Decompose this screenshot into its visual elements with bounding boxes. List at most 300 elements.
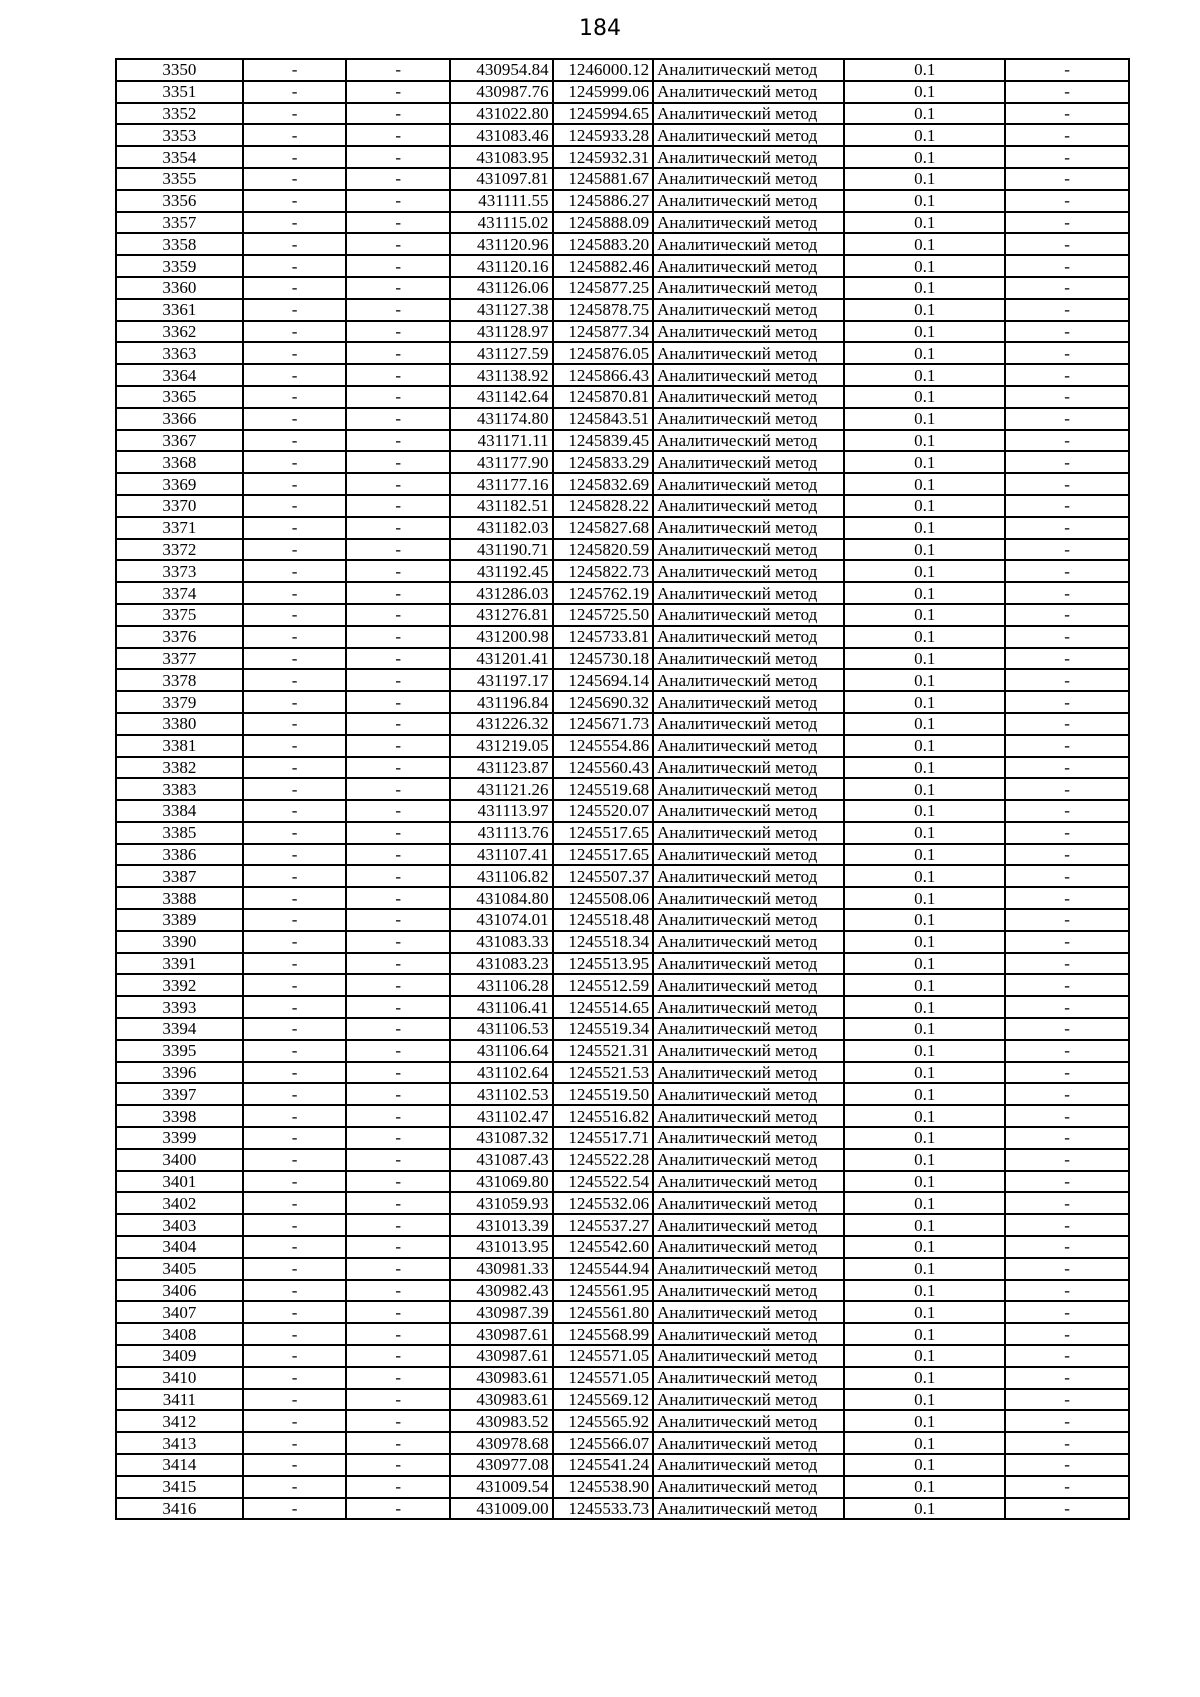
- description-cell: -: [1005, 974, 1129, 996]
- description-cell: -: [1005, 800, 1129, 822]
- accuracy-cell: 0.1: [844, 124, 1005, 146]
- point-number-cell: 3381: [116, 735, 243, 757]
- description-cell: -: [1005, 342, 1129, 364]
- x-coordinate-cell: 430987.61: [450, 1323, 553, 1345]
- old-y-cell: -: [346, 822, 450, 844]
- y-coordinate-cell: 1245561.80: [553, 1301, 654, 1323]
- table-row: [116, 778, 1129, 800]
- table-row: [116, 1127, 1129, 1149]
- accuracy-cell: 0.1: [844, 451, 1005, 473]
- method-cell: Аналитический метод: [653, 974, 844, 996]
- table-row: [116, 1301, 1129, 1323]
- point-number-cell: 3367: [116, 430, 243, 452]
- description-cell: -: [1005, 1258, 1129, 1280]
- description-cell: -: [1005, 1062, 1129, 1084]
- old-y-cell: -: [346, 1236, 450, 1258]
- point-number-cell: 3402: [116, 1192, 243, 1214]
- page-number: 184: [579, 16, 621, 41]
- y-coordinate-cell: 1245516.82: [553, 1105, 654, 1127]
- x-coordinate-cell: 431126.06: [450, 277, 553, 299]
- method-cell: Аналитический метод: [653, 1127, 844, 1149]
- method-cell: Аналитический метод: [653, 81, 844, 103]
- table-row: [116, 539, 1129, 561]
- y-coordinate-cell: 1245671.73: [553, 713, 654, 735]
- description-cell: -: [1005, 1149, 1129, 1171]
- description-cell: -: [1005, 81, 1129, 103]
- accuracy-cell: 0.1: [844, 1476, 1005, 1498]
- y-coordinate-cell: 1245519.68: [553, 778, 654, 800]
- description-cell: -: [1005, 735, 1129, 757]
- point-number-cell: 3385: [116, 822, 243, 844]
- description-cell: -: [1005, 386, 1129, 408]
- x-coordinate-cell: 431111.55: [450, 190, 553, 212]
- accuracy-cell: 0.1: [844, 364, 1005, 386]
- method-cell: Аналитический метод: [653, 451, 844, 473]
- table-row: [116, 146, 1129, 168]
- old-y-cell: -: [346, 887, 450, 909]
- y-coordinate-cell: 1245541.24: [553, 1454, 654, 1476]
- y-coordinate-cell: 1245519.34: [553, 1018, 654, 1040]
- accuracy-cell: 0.1: [844, 626, 1005, 648]
- description-cell: -: [1005, 1171, 1129, 1193]
- old-y-cell: -: [346, 81, 450, 103]
- old-x-cell: -: [243, 212, 347, 234]
- description-cell: -: [1005, 887, 1129, 909]
- description-cell: -: [1005, 430, 1129, 452]
- point-number-cell: 3362: [116, 321, 243, 343]
- method-cell: Аналитический метод: [653, 103, 844, 125]
- accuracy-cell: 0.1: [844, 81, 1005, 103]
- x-coordinate-cell: 431113.97: [450, 800, 553, 822]
- old-x-cell: -: [243, 495, 347, 517]
- accuracy-cell: 0.1: [844, 887, 1005, 909]
- accuracy-cell: 0.1: [844, 342, 1005, 364]
- method-cell: Аналитический метод: [653, 844, 844, 866]
- method-cell: Аналитический метод: [653, 59, 844, 81]
- method-cell: Аналитический метод: [653, 626, 844, 648]
- old-x-cell: -: [243, 81, 347, 103]
- method-cell: Аналитический метод: [653, 277, 844, 299]
- method-cell: Аналитический метод: [653, 233, 844, 255]
- y-coordinate-cell: 1245522.54: [553, 1171, 654, 1193]
- old-y-cell: -: [346, 778, 450, 800]
- method-cell: Аналитический метод: [653, 1149, 844, 1171]
- point-number-cell: 3357: [116, 212, 243, 234]
- old-x-cell: -: [243, 604, 347, 626]
- method-cell: Аналитический метод: [653, 800, 844, 822]
- point-number-cell: 3365: [116, 386, 243, 408]
- method-cell: Аналитический метод: [653, 648, 844, 670]
- description-cell: -: [1005, 1214, 1129, 1236]
- point-number-cell: 3378: [116, 669, 243, 691]
- table-row: [116, 59, 1129, 81]
- accuracy-cell: 0.1: [844, 1149, 1005, 1171]
- table-row: [116, 1323, 1129, 1345]
- table-row: [116, 648, 1129, 670]
- point-number-cell: 3410: [116, 1367, 243, 1389]
- y-coordinate-cell: 1245507.37: [553, 865, 654, 887]
- old-y-cell: -: [346, 146, 450, 168]
- x-coordinate-cell: 431083.95: [450, 146, 553, 168]
- y-coordinate-cell: 1245565.92: [553, 1410, 654, 1432]
- x-coordinate-cell: 431120.96: [450, 233, 553, 255]
- description-cell: -: [1005, 996, 1129, 1018]
- table-row: [116, 168, 1129, 190]
- point-number-cell: 3408: [116, 1323, 243, 1345]
- point-number-cell: 3388: [116, 887, 243, 909]
- x-coordinate-cell: 431102.64: [450, 1062, 553, 1084]
- old-y-cell: -: [346, 735, 450, 757]
- method-cell: Аналитический метод: [653, 1454, 844, 1476]
- accuracy-cell: 0.1: [844, 103, 1005, 125]
- accuracy-cell: 0.1: [844, 1432, 1005, 1454]
- old-y-cell: -: [346, 648, 450, 670]
- old-x-cell: -: [243, 1454, 347, 1476]
- accuracy-cell: 0.1: [844, 212, 1005, 234]
- description-cell: -: [1005, 865, 1129, 887]
- y-coordinate-cell: 1245544.94: [553, 1258, 654, 1280]
- y-coordinate-cell: 1245994.65: [553, 103, 654, 125]
- table-body: [116, 59, 1129, 1519]
- table-row: [116, 1476, 1129, 1498]
- y-coordinate-cell: 1245877.34: [553, 321, 654, 343]
- table-row: [116, 1367, 1129, 1389]
- table-row: [116, 1018, 1129, 1040]
- y-coordinate-cell: 1245762.19: [553, 582, 654, 604]
- old-x-cell: -: [243, 865, 347, 887]
- method-cell: Аналитический метод: [653, 1389, 844, 1411]
- table-row: [116, 996, 1129, 1018]
- old-x-cell: -: [243, 1345, 347, 1367]
- point-number-cell: 3353: [116, 124, 243, 146]
- method-cell: Аналитический метод: [653, 1367, 844, 1389]
- table-row: [116, 974, 1129, 996]
- accuracy-cell: 0.1: [844, 844, 1005, 866]
- point-number-cell: 3409: [116, 1345, 243, 1367]
- old-x-cell: -: [243, 1280, 347, 1302]
- x-coordinate-cell: 431197.17: [450, 669, 553, 691]
- old-x-cell: -: [243, 1476, 347, 1498]
- description-cell: -: [1005, 1410, 1129, 1432]
- x-coordinate-cell: 430987.39: [450, 1301, 553, 1323]
- old-y-cell: -: [346, 1345, 450, 1367]
- point-number-cell: 3366: [116, 408, 243, 430]
- x-coordinate-cell: 431174.80: [450, 408, 553, 430]
- method-cell: Аналитический метод: [653, 1323, 844, 1345]
- old-x-cell: -: [243, 1323, 347, 1345]
- point-number-cell: 3354: [116, 146, 243, 168]
- accuracy-cell: 0.1: [844, 408, 1005, 430]
- old-y-cell: -: [346, 124, 450, 146]
- method-cell: Аналитический метод: [653, 1476, 844, 1498]
- accuracy-cell: 0.1: [844, 1280, 1005, 1302]
- description-cell: -: [1005, 539, 1129, 561]
- point-number-cell: 3370: [116, 495, 243, 517]
- table-row: [116, 321, 1129, 343]
- old-y-cell: -: [346, 844, 450, 866]
- method-cell: Аналитический метод: [653, 364, 844, 386]
- description-cell: -: [1005, 168, 1129, 190]
- x-coordinate-cell: 431106.53: [450, 1018, 553, 1040]
- accuracy-cell: 0.1: [844, 1018, 1005, 1040]
- y-coordinate-cell: 1245886.27: [553, 190, 654, 212]
- method-cell: Аналитический метод: [653, 190, 844, 212]
- table-row: [116, 757, 1129, 779]
- table-row: [116, 1192, 1129, 1214]
- point-number-cell: 3358: [116, 233, 243, 255]
- point-number-cell: 3364: [116, 364, 243, 386]
- point-number-cell: 3376: [116, 626, 243, 648]
- point-number-cell: 3398: [116, 1105, 243, 1127]
- x-coordinate-cell: 431106.28: [450, 974, 553, 996]
- y-coordinate-cell: 1245561.95: [553, 1280, 654, 1302]
- table-row: [116, 277, 1129, 299]
- y-coordinate-cell: 1245932.31: [553, 146, 654, 168]
- x-coordinate-cell: 431127.38: [450, 299, 553, 321]
- accuracy-cell: 0.1: [844, 582, 1005, 604]
- point-number-cell: 3375: [116, 604, 243, 626]
- accuracy-cell: 0.1: [844, 669, 1005, 691]
- old-x-cell: -: [243, 451, 347, 473]
- old-x-cell: -: [243, 1258, 347, 1280]
- old-y-cell: -: [346, 1301, 450, 1323]
- old-x-cell: -: [243, 953, 347, 975]
- x-coordinate-cell: 431087.43: [450, 1149, 553, 1171]
- y-coordinate-cell: 1245881.67: [553, 168, 654, 190]
- table-row: [116, 408, 1129, 430]
- description-cell: -: [1005, 909, 1129, 931]
- accuracy-cell: 0.1: [844, 778, 1005, 800]
- old-y-cell: -: [346, 212, 450, 234]
- table-row: [116, 1454, 1129, 1476]
- method-cell: Аналитический метод: [653, 865, 844, 887]
- y-coordinate-cell: 1245843.51: [553, 408, 654, 430]
- description-cell: -: [1005, 124, 1129, 146]
- old-x-cell: -: [243, 1192, 347, 1214]
- table-row: [116, 691, 1129, 713]
- old-y-cell: -: [346, 669, 450, 691]
- description-cell: -: [1005, 757, 1129, 779]
- description-cell: -: [1005, 604, 1129, 626]
- point-number-cell: 3382: [116, 757, 243, 779]
- old-y-cell: -: [346, 473, 450, 495]
- method-cell: Аналитический метод: [653, 953, 844, 975]
- old-y-cell: -: [346, 233, 450, 255]
- description-cell: -: [1005, 255, 1129, 277]
- accuracy-cell: 0.1: [844, 974, 1005, 996]
- description-cell: -: [1005, 212, 1129, 234]
- method-cell: Аналитический метод: [653, 1214, 844, 1236]
- old-y-cell: -: [346, 1258, 450, 1280]
- accuracy-cell: 0.1: [844, 190, 1005, 212]
- old-x-cell: -: [243, 844, 347, 866]
- old-y-cell: -: [346, 626, 450, 648]
- old-x-cell: -: [243, 669, 347, 691]
- old-x-cell: -: [243, 778, 347, 800]
- y-coordinate-cell: 1245733.81: [553, 626, 654, 648]
- point-number-cell: 3396: [116, 1062, 243, 1084]
- method-cell: Аналитический метод: [653, 299, 844, 321]
- accuracy-cell: 0.1: [844, 59, 1005, 81]
- y-coordinate-cell: 1245520.07: [553, 800, 654, 822]
- point-number-cell: 3397: [116, 1083, 243, 1105]
- old-y-cell: -: [346, 953, 450, 975]
- old-y-cell: -: [346, 757, 450, 779]
- y-coordinate-cell: 1245882.46: [553, 255, 654, 277]
- table-row: [116, 909, 1129, 931]
- old-y-cell: -: [346, 1040, 450, 1062]
- point-number-cell: 3414: [116, 1454, 243, 1476]
- table-row: [116, 865, 1129, 887]
- old-y-cell: -: [346, 931, 450, 953]
- old-x-cell: -: [243, 1018, 347, 1040]
- y-coordinate-cell: 1245521.53: [553, 1062, 654, 1084]
- old-y-cell: -: [346, 1083, 450, 1105]
- point-number-cell: 3384: [116, 800, 243, 822]
- y-coordinate-cell: 1245522.28: [553, 1149, 654, 1171]
- method-cell: Аналитический метод: [653, 386, 844, 408]
- table-row: [116, 1171, 1129, 1193]
- description-cell: -: [1005, 1018, 1129, 1040]
- description-cell: -: [1005, 822, 1129, 844]
- method-cell: Аналитический метод: [653, 473, 844, 495]
- point-number-cell: 3400: [116, 1149, 243, 1171]
- x-coordinate-cell: 431069.80: [450, 1171, 553, 1193]
- x-coordinate-cell: 431115.02: [450, 212, 553, 234]
- old-x-cell: -: [243, 386, 347, 408]
- old-x-cell: -: [243, 822, 347, 844]
- table-row: [116, 800, 1129, 822]
- point-number-cell: 3356: [116, 190, 243, 212]
- point-number-cell: 3399: [116, 1127, 243, 1149]
- table-row: [116, 1389, 1129, 1411]
- method-cell: Аналитический метод: [653, 539, 844, 561]
- x-coordinate-cell: 431196.84: [450, 691, 553, 713]
- old-y-cell: -: [346, 190, 450, 212]
- table-row: [116, 1410, 1129, 1432]
- accuracy-cell: 0.1: [844, 735, 1005, 757]
- old-x-cell: -: [243, 582, 347, 604]
- point-number-cell: 3368: [116, 451, 243, 473]
- x-coordinate-cell: 431083.33: [450, 931, 553, 953]
- old-x-cell: -: [243, 1214, 347, 1236]
- old-y-cell: -: [346, 430, 450, 452]
- x-coordinate-cell: 431106.82: [450, 865, 553, 887]
- point-number-cell: 3360: [116, 277, 243, 299]
- description-cell: -: [1005, 1301, 1129, 1323]
- y-coordinate-cell: 1245690.32: [553, 691, 654, 713]
- x-coordinate-cell: 431171.11: [450, 430, 553, 452]
- x-coordinate-cell: 431102.47: [450, 1105, 553, 1127]
- x-coordinate-cell: 431177.90: [450, 451, 553, 473]
- old-x-cell: -: [243, 321, 347, 343]
- method-cell: Аналитический метод: [653, 1280, 844, 1302]
- accuracy-cell: 0.1: [844, 931, 1005, 953]
- description-cell: -: [1005, 1432, 1129, 1454]
- old-y-cell: -: [346, 168, 450, 190]
- old-y-cell: -: [346, 299, 450, 321]
- old-y-cell: -: [346, 1171, 450, 1193]
- method-cell: Аналитический метод: [653, 146, 844, 168]
- method-cell: Аналитический метод: [653, 560, 844, 582]
- table-row: [116, 560, 1129, 582]
- table-row: [116, 1236, 1129, 1258]
- y-coordinate-cell: 1245508.06: [553, 887, 654, 909]
- table-row: [116, 430, 1129, 452]
- old-x-cell: -: [243, 517, 347, 539]
- x-coordinate-cell: 430978.68: [450, 1432, 553, 1454]
- accuracy-cell: 0.1: [844, 713, 1005, 735]
- y-coordinate-cell: 1245542.60: [553, 1236, 654, 1258]
- x-coordinate-cell: 431123.87: [450, 757, 553, 779]
- description-cell: -: [1005, 1105, 1129, 1127]
- y-coordinate-cell: 1245832.69: [553, 473, 654, 495]
- accuracy-cell: 0.1: [844, 1192, 1005, 1214]
- description-cell: -: [1005, 778, 1129, 800]
- old-x-cell: -: [243, 1105, 347, 1127]
- y-coordinate-cell: 1245569.12: [553, 1389, 654, 1411]
- old-y-cell: -: [346, 691, 450, 713]
- accuracy-cell: 0.1: [844, 495, 1005, 517]
- x-coordinate-cell: 431059.93: [450, 1192, 553, 1214]
- x-coordinate-cell: 431192.45: [450, 560, 553, 582]
- table-row: [116, 822, 1129, 844]
- table-row: [116, 1258, 1129, 1280]
- old-x-cell: -: [243, 974, 347, 996]
- table-row: [116, 342, 1129, 364]
- point-number-cell: 3383: [116, 778, 243, 800]
- old-x-cell: -: [243, 1171, 347, 1193]
- accuracy-cell: 0.1: [844, 233, 1005, 255]
- description-cell: -: [1005, 669, 1129, 691]
- old-x-cell: -: [243, 1040, 347, 1062]
- accuracy-cell: 0.1: [844, 865, 1005, 887]
- table-row: [116, 255, 1129, 277]
- accuracy-cell: 0.1: [844, 560, 1005, 582]
- x-coordinate-cell: 431102.53: [450, 1083, 553, 1105]
- x-coordinate-cell: 430983.61: [450, 1389, 553, 1411]
- method-cell: Аналитический метод: [653, 822, 844, 844]
- accuracy-cell: 0.1: [844, 255, 1005, 277]
- y-coordinate-cell: 1245999.06: [553, 81, 654, 103]
- description-cell: -: [1005, 408, 1129, 430]
- table-row: [116, 1498, 1129, 1520]
- point-number-cell: 3352: [116, 103, 243, 125]
- old-x-cell: -: [243, 299, 347, 321]
- y-coordinate-cell: 1245518.48: [553, 909, 654, 931]
- method-cell: Аналитический метод: [653, 430, 844, 452]
- point-number-cell: 3393: [116, 996, 243, 1018]
- table-row: [116, 233, 1129, 255]
- point-number-cell: 3355: [116, 168, 243, 190]
- old-y-cell: -: [346, 364, 450, 386]
- point-number-cell: 3395: [116, 1040, 243, 1062]
- accuracy-cell: 0.1: [844, 321, 1005, 343]
- x-coordinate-cell: 431127.59: [450, 342, 553, 364]
- x-coordinate-cell: 431219.05: [450, 735, 553, 757]
- table-row: [116, 626, 1129, 648]
- accuracy-cell: 0.1: [844, 996, 1005, 1018]
- old-y-cell: -: [346, 1476, 450, 1498]
- table-row: [116, 1345, 1129, 1367]
- description-cell: -: [1005, 1127, 1129, 1149]
- point-number-cell: 3405: [116, 1258, 243, 1280]
- x-coordinate-cell: 431009.54: [450, 1476, 553, 1498]
- old-x-cell: -: [243, 473, 347, 495]
- point-number-cell: 3392: [116, 974, 243, 996]
- method-cell: Аналитический метод: [653, 909, 844, 931]
- method-cell: Аналитический метод: [653, 1018, 844, 1040]
